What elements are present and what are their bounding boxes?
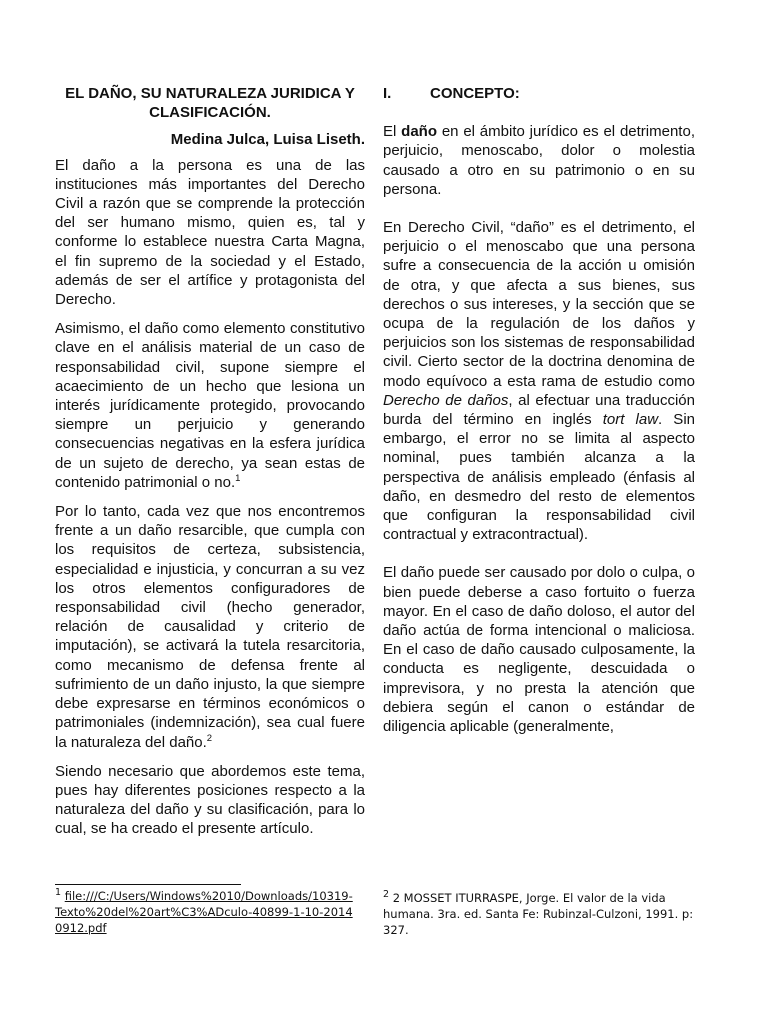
right-paragraph-2: [383, 218, 695, 544]
article-title: EL DAÑO, SU NATURALEZA JURIDICA Y CLASIFICACIÓN.: [65, 85, 355, 122]
section-number: I.: [383, 85, 392, 102]
footnote-2: [383, 890, 703, 938]
footnote-ref-2[interactable]: 2: [206, 732, 213, 744]
right-paragraph-2-a: En Derecho Civil, “daño” es el detrimento, el perjuicio o el menoscabo que una persona sufre a consecuencia de la acción u omisión de otra, y que afecta a sus bienes, sus derechos o sus intereses, y la sección que se ocupa de la regulación de los daños y perjuicios son los sistemas de responsabilidad civil. Cierto sector de la doctrina denomina de modo equívoco a esta rama de estudio como: [383, 219, 695, 390]
right-paragraph-2-b: , al efectuar una traducción burda del término en inglés: [383, 391, 695, 429]
left-paragraph-3-text: Por lo tanto, cada vez que nos encontremos frente a un daño resarcible, que cumpla con los requisitos de certeza, subsistencia, especialidad e injusticia, y concurran a su vez los otros elementos configuradores de responsabilidad civil (hecho generador, relación de causalidad y criterio de imputación), se activará la tutela resarcitoria, como mecanismo de defensa frente al sufrimiento de un daño injusto, la que siempre debe expresarse en términos económicos o patrimoniales (indemnización), sea cual fuere la naturaleza del daño.: [55, 503, 365, 751]
footnote-ref-1[interactable]: 1: [235, 472, 241, 484]
article-author: Medina Julca, Luisa Liseth.: [170, 131, 365, 149]
right-column: [383, 84, 695, 736]
right-paragraph-1: [383, 122, 695, 199]
right-paragraph-1-rest: en el ámbito jurídico es el detrimento, perjuicio, menoscabo, dolor o molestia causado a otro en su patrimonio o en su persona.: [383, 123, 695, 198]
footnote-1-link[interactable]: file:///C:/Users/Windows%2010/Downloads/10319-Texto%20del%20art%C3%ADculo-40899-1-10-20140912.pdf: [55, 889, 353, 935]
footnote-separator: [55, 884, 241, 885]
right-paragraph-2-c: . Sin embargo, el error no se limita al aspecto nominal, pues también alcanza a la perspectiva de análisis empleado (énfasis al daño, en desmedro del resto de elementos que configuran la responsabilidad civil contractual y extracontractual).: [383, 411, 695, 544]
left-paragraph-2-text: Asimismo, el daño como elemento constitutivo clave en el análisis material de un caso de responsabilidad civil, supone siempre el acaecimiento de un hecho que lesiona un interés jurídicamente protegido, provocando siempre un perjuicio y generando consecuencias negativas en la esfera jurídica de un sujeto de derecho, ya sean estas de contenido patrimonial o no.: [55, 320, 365, 491]
right-paragraph-1-start: El: [383, 123, 402, 141]
left-column: [55, 84, 365, 839]
left-paragraph-1: El daño a la persona es una de las instituciones más importantes del Derecho Civil a razón que se comprende la protección del ser humano mismo, quien es, tal y conforme lo establece nuestra Carta Magna, el fin supremo de la sociedad y el Estado, además de ser el artífice y protagonista del Derecho.: [55, 156, 365, 309]
keyword-dano: daño: [401, 123, 437, 141]
section-heading: [383, 84, 695, 103]
right-paragraph-3: El daño puede ser causado por dolo o culpa, o bien puede deberse a caso fortuito o fuerza mayor. En el caso de daño doloso, el autor del daño actúa de forma intencional o maliciosa. En el caso de daño causado culposamente, la conducta es negligente, descuidada o imprevisora, y no presta la atención que debiera según el canon o estándar de diligencia aplicable (generalmente,: [383, 564, 695, 736]
footnote-2-mark: 2: [383, 889, 390, 901]
italic-tort-law: tort law: [602, 411, 659, 429]
italic-derecho-de-danos: Derecho de daños: [383, 391, 509, 409]
footnote-1: [55, 884, 355, 936]
footnote-1-mark: 1: [55, 887, 62, 899]
left-paragraph-2: [55, 319, 365, 492]
footnote-2-text: 2 MOSSET ITURRASPE, Jorge. El valor de la vida humana. 3ra. ed. Santa Fe: Rubinzal-Culzoni, 1991. p: 327.: [383, 891, 694, 937]
left-paragraph-3: [55, 502, 365, 752]
section-title: CONCEPTO:: [430, 85, 520, 102]
left-paragraph-4: Siendo necesario que abordemos este tema, pues hay diferentes posiciones respecto a la naturaleza del daño y su clasificación, para lo cual, se ha creado el presente artículo.: [55, 762, 365, 838]
